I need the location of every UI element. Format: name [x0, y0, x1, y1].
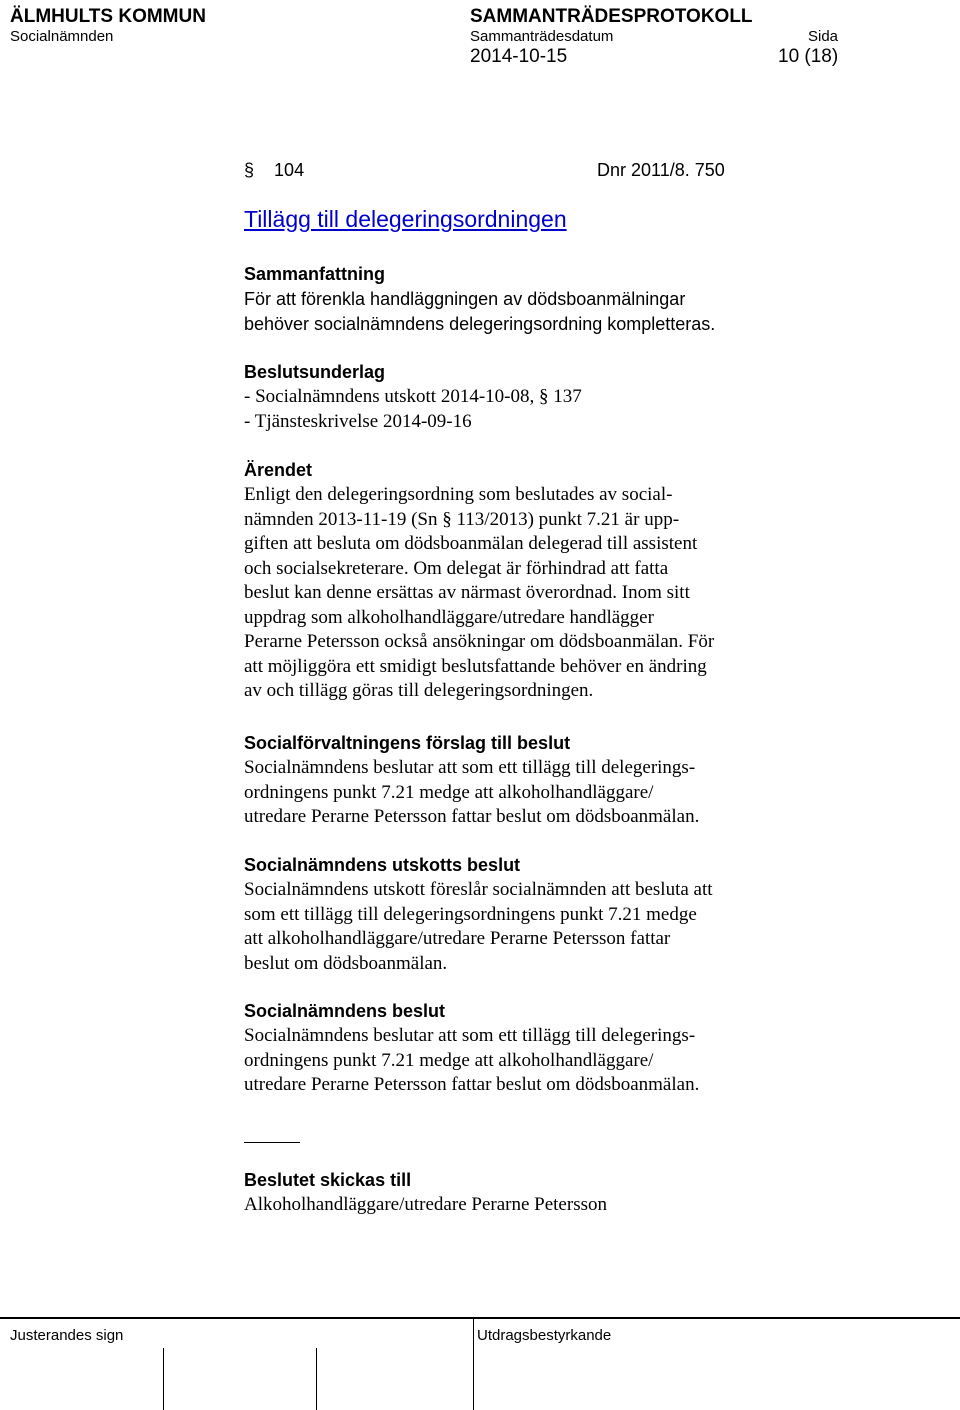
board-decision-line: Socialnämndens beslutar att som ett tillägg till delegerings- [244, 1025, 696, 1046]
board-decision-line: ordningens punkt 7.21 medge att alkoholhandläggare/ [244, 1049, 654, 1071]
matter-line-2-rest: 113/2013) punkt 7.21 är upp- [456, 508, 680, 530]
separator-line [244, 1142, 300, 1143]
decision-basis-line: - Tjänsteskrivelse 2014-09-16 [244, 410, 472, 432]
summary-text [244, 287, 864, 336]
matter-text [244, 483, 864, 704]
decision-basis-line [244, 385, 864, 410]
section-decision-basis [244, 360, 864, 434]
section-administration-proposal [244, 731, 864, 830]
matter-line: av och tillägg göras till delegeringsordningen. [244, 680, 594, 701]
matter-line: och socialsekreterare. Om delegat är förhindrad att fatta [244, 557, 669, 579]
committee-decision-line: att alkoholhandläggare/utredare Perarne Petersson fattar [244, 928, 671, 949]
summary-heading: Sammanfattning [244, 264, 386, 284]
paragraph-number [244, 160, 304, 181]
matter-line: beslut kan denne ersättas av närmast överordnad. Inom sitt [244, 582, 690, 603]
proposal-line: Socialnämndens beslutar att som ett tillägg till delegerings- [244, 757, 696, 778]
proposal-text [244, 756, 864, 830]
committee-name: Socialnämnden [10, 28, 114, 45]
matter-line-2-text: nämnden 2013-11-19 (Sn [244, 508, 438, 530]
section-board-decision [244, 999, 864, 1098]
summary-line: För att förenkla handläggningen av dödsboanmälningar [244, 289, 686, 309]
page-label: Sida [808, 28, 839, 45]
section-summary [244, 262, 864, 336]
matter-line: Enligt den delegeringsordning som beslutades av social- [244, 484, 673, 505]
basis-line-1-text: - Socialnämndens utskott 2014-10-08, [244, 386, 535, 407]
footer-extract-certification-label: Utdragsbestyrkande [477, 1327, 612, 1344]
paragraph-number-value: 104 [274, 160, 305, 180]
section-sign: § [244, 160, 255, 180]
committee-decision-text [244, 878, 864, 976]
matter-line: giften att besluta om dödsboanmälan delegerad till assistent [244, 533, 698, 554]
matter-heading: Ärendet [244, 460, 313, 480]
section-matter [244, 458, 864, 704]
basis-line-1-number: 137 [553, 386, 582, 407]
committee-decision-heading: Socialnämndens utskotts beslut [244, 855, 521, 875]
proposal-line: utredare Perarne Petersson fattar beslut om dödsboanmälan. [244, 806, 700, 827]
matter-line: Perarne Petersson också ansökningar om dödsboanmälan. För [244, 631, 715, 652]
matter-line [244, 508, 864, 533]
footer-signature-label: Justerandes sign [10, 1327, 124, 1344]
board-decision-heading: Socialnämndens beslut [244, 1001, 446, 1021]
footer-column-divider [473, 1317, 474, 1410]
document-type: SAMMANTRÄDESPROTOKOLL [470, 6, 753, 27]
signature-box-divider [316, 1348, 317, 1410]
summary-line: behöver socialnämndens delegeringsordning kompletteras. [244, 313, 716, 334]
distribution-recipient [244, 1193, 864, 1218]
proposal-line: ordningens punkt 7.21 medge att alkoholhandläggare/ [244, 781, 654, 803]
decision-basis-heading: Beslutsunderlag [244, 362, 386, 382]
decision-basis-text [244, 385, 864, 434]
distribution-heading: Beslutet skickas till [244, 1170, 412, 1190]
meeting-date-value: 2014-10-15 [470, 46, 568, 67]
recipient-name: Alkoholhandläggare/utredare Perarne Petersson [244, 1194, 607, 1215]
committee-decision-line: beslut om dödsboanmälan. [244, 952, 448, 974]
committee-decision-line: Socialnämndens utskott föreslår socialnämnden att besluta att [244, 879, 713, 900]
board-decision-text [244, 1024, 864, 1098]
section-sign: § [442, 508, 452, 530]
section-sign: § [539, 386, 549, 407]
meeting-date-label: Sammanträdesdatum [470, 28, 614, 45]
matter-line: uppdrag som alkoholhandläggare/utredare handlägger [244, 606, 654, 628]
matter-line: att möjliggöra ett smidigt beslutsfattande behöver en ändring [244, 655, 707, 677]
page-number: 10 (18) [778, 46, 839, 67]
proposal-heading: Socialförvaltningens förslag till beslut [244, 733, 571, 753]
case-number: Dnr 2011/8. 750 [597, 160, 725, 180]
section-distribution [244, 1168, 864, 1218]
document-title: Tillägg till delegeringsordningen [244, 206, 567, 232]
section-committee-decision [244, 853, 864, 976]
organization-name: ÄLMHULTS KOMMUN [10, 6, 206, 27]
footer-top-rule [0, 1317, 960, 1319]
committee-decision-line: som ett tillägg till delegeringsordningens punkt 7.21 medge [244, 903, 697, 925]
signature-box-divider [163, 1348, 164, 1410]
board-decision-line: utredare Perarne Petersson fattar beslut om dödsboanmälan. [244, 1074, 700, 1095]
